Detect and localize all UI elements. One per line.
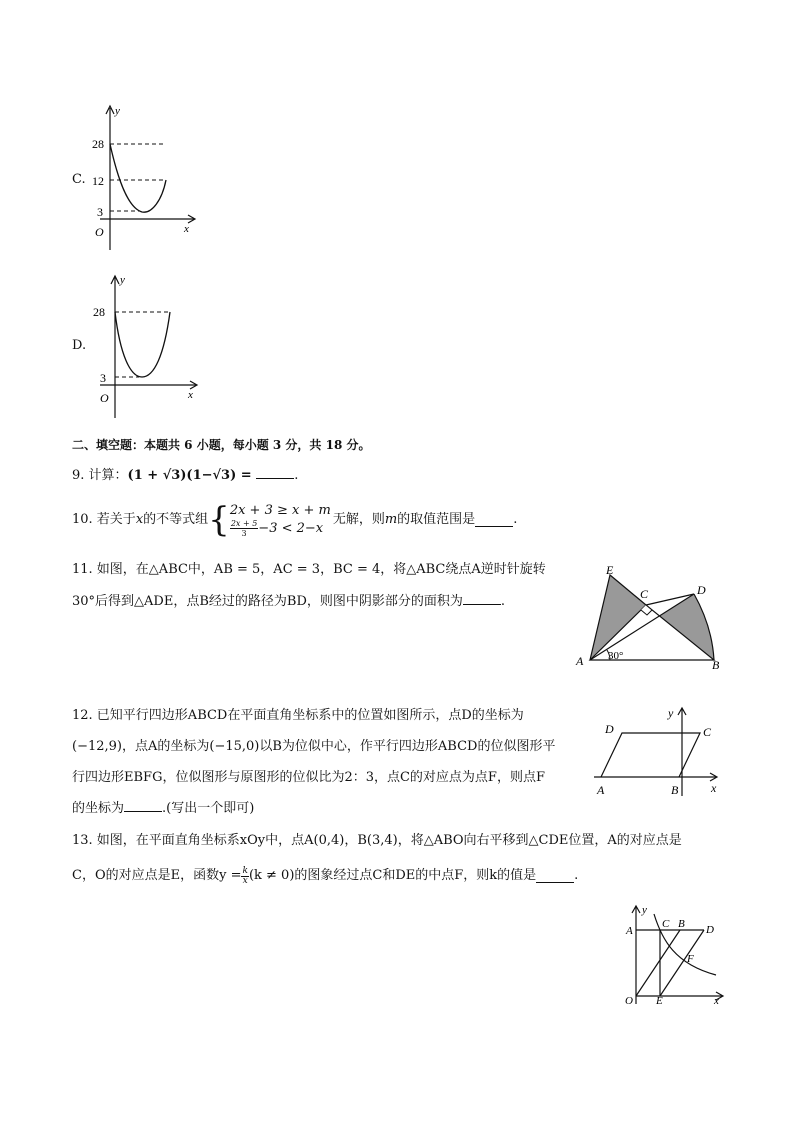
fig11-label-d: D: [697, 583, 706, 597]
question-13-line1: 13. 如图，在平面直角坐标系xOy中，点A(0,4)，B(3,4)，将△ABO向右平移到△CDE位置，A的对应点是: [72, 833, 682, 848]
d-y-axis-label: y: [120, 274, 125, 286]
question-10: 10. 若关于 x 的不等式组 { 2x + 3 ≥ x + m $\frac{2x + 5}{3}$ −3 < 2−x 无解，则 m 的取值范围是 .: [72, 500, 518, 540]
fig13-label-o: O: [625, 995, 633, 1007]
answer-blank-11: [463, 592, 501, 605]
fig12-label-x: x: [711, 781, 717, 795]
figure-12: [588, 700, 728, 800]
answer-blank-10: [475, 514, 513, 527]
fig13-label-c: C: [662, 918, 670, 930]
figure-11: [570, 556, 730, 676]
c-x-axis-label: x: [184, 223, 189, 235]
option-c-label: C.: [72, 172, 86, 187]
fig13-label-d: D: [706, 924, 714, 936]
answer-blank-12: [124, 799, 162, 812]
question-12-line3: 行四边形EBFG，位似图形与原图形的位似比为2：3，点C的对应点为点F，则点F: [72, 770, 545, 785]
fig13-label-e: E: [656, 995, 663, 1007]
question-11-line1: 11. 如图，在△ABC中，AB = 5，AC = 3，BC = 4，将△ABC绕点A逆时针旋转: [72, 562, 546, 577]
c-curve: [110, 144, 166, 212]
c-tick-12: 12: [92, 174, 104, 188]
section-title: 二、填空题：本题共 6 小题，每小题 3 分，共 18 分。: [72, 438, 371, 452]
fig11-angle: 30°: [608, 650, 624, 662]
fig13-label-b: B: [678, 918, 685, 930]
fig11-label-e: E: [606, 563, 614, 577]
d-x-axis-label: x: [188, 389, 193, 401]
c-origin-label: O: [95, 225, 104, 239]
fig12-label-y: y: [668, 706, 674, 720]
figure-13: [620, 900, 730, 1008]
q10-ineq1: 2x + 3 ≥ x + m: [229, 503, 331, 518]
fig13-label-f: F: [687, 953, 694, 965]
question-11-line2: 30°后得到△ADE，点B经过的路径为BD，则图中阴影部分的面积为 .: [72, 594, 506, 609]
question-12-line1: 12. 已知平行四边形ABCD在平面直角坐标系中的位置如图所示，点D的坐标为: [72, 708, 524, 723]
question-9: 9. 计算：(1 + √3)(1−√3) = .: [72, 468, 299, 483]
fig11-label-c: C: [640, 587, 649, 601]
fig12-label-c: C: [703, 725, 712, 739]
question-12-line2: (−12,9)，点A的坐标为(−15,0)以B为位似中心，作平行四边形ABCD的位似图形平: [72, 739, 556, 754]
fig11-label-a: A: [576, 654, 584, 668]
d-tick-3: 3: [100, 371, 106, 385]
fig13-label-x: x: [714, 995, 719, 1007]
d-origin-label: O: [100, 391, 109, 405]
fig12-label-b: B: [671, 783, 679, 797]
fig11-label-b: B: [712, 658, 720, 672]
d-curve: [115, 312, 170, 377]
option-d-graph: [84, 266, 204, 421]
fig13-label-a: A: [626, 925, 633, 937]
question-12-line4: 的坐标为 .(写出一个即可): [72, 801, 255, 816]
fig12-label-a: A: [597, 783, 605, 797]
c-tick-3: 3: [97, 205, 103, 219]
option-d-label: D.: [72, 338, 87, 353]
fig13-label-y: y: [642, 904, 647, 916]
question-13-line2: C，O的对应点是E，函数y = $\frac{k}{x}$ (k ≠ 0)的图象经过点C和DE的中点F，则k的值是 .: [72, 865, 579, 886]
c-y-axis-label: y: [115, 105, 120, 117]
fig12-label-d: D: [605, 722, 614, 736]
d-tick-28: 28: [93, 305, 105, 319]
c-tick-28: 28: [92, 137, 104, 151]
option-c-graph: [84, 100, 204, 255]
answer-blank-13: [536, 870, 574, 883]
answer-blank-9: [256, 466, 294, 479]
